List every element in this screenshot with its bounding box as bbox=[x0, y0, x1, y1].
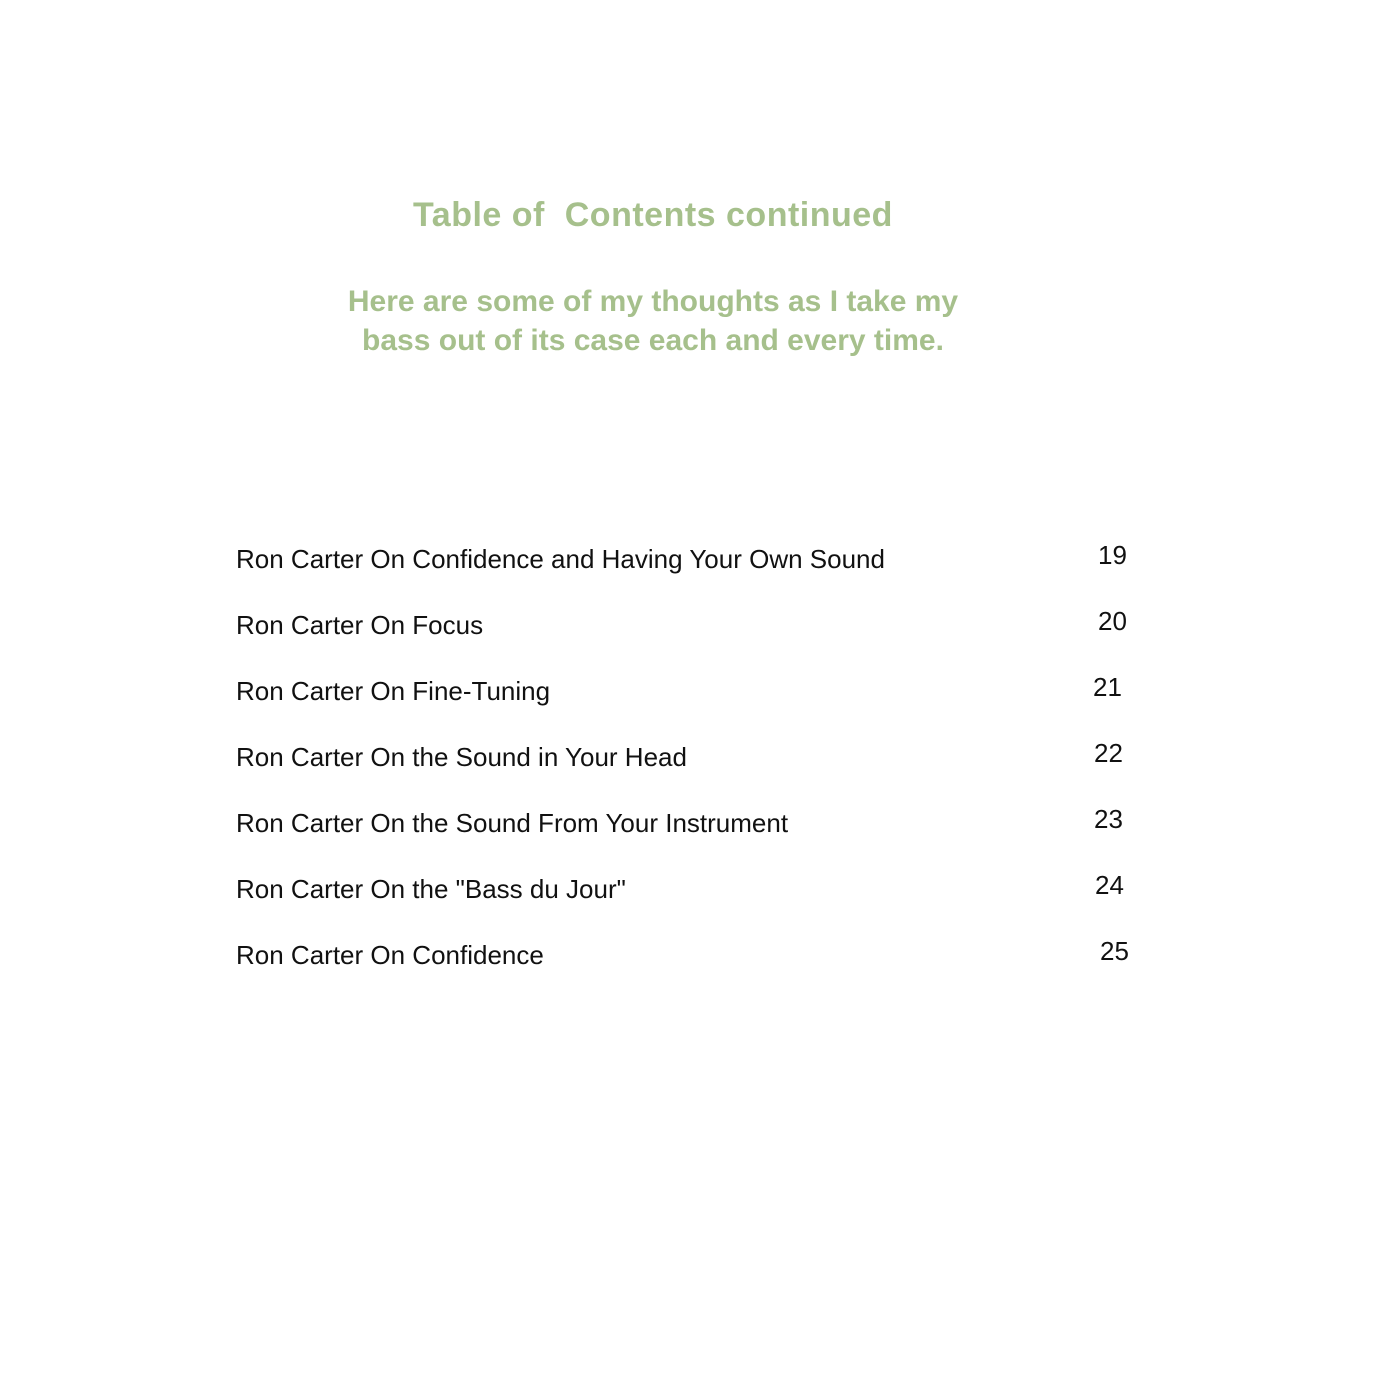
toc-entry bbox=[236, 738, 1156, 782]
toc-entry-page: 21 bbox=[1093, 672, 1122, 702]
toc-entry bbox=[236, 804, 1156, 848]
subtitle-line-1: Here are some of my thoughts as I take my bbox=[347, 285, 959, 318]
toc-entry-title: Ron Carter On the Sound From Your Instrument bbox=[236, 808, 789, 838]
toc-entry-page: 22 bbox=[1094, 738, 1123, 768]
toc-entry-title: Ron Carter On the Sound in Your Head bbox=[236, 742, 687, 772]
toc-entry-page: 23 bbox=[1094, 804, 1123, 834]
toc-entry-page: 25 bbox=[1100, 936, 1129, 966]
toc-entry bbox=[236, 936, 1156, 980]
toc-entry-title: Ron Carter On Confidence and Having Your Own Sound bbox=[236, 544, 885, 574]
toc-entry-title: Ron Carter On Confidence bbox=[236, 940, 544, 970]
toc-entry bbox=[236, 606, 1156, 650]
toc-entry-page: 24 bbox=[1095, 870, 1124, 900]
toc-entry-title: Ron Carter On Focus bbox=[236, 610, 484, 640]
toc-entry-title: Ron Carter On the "Bass du Jour" bbox=[236, 874, 626, 904]
toc-entry-page: 20 bbox=[1098, 606, 1127, 636]
toc-entry bbox=[236, 672, 1156, 716]
subtitle-line-2: bass out of its case each and every time. bbox=[362, 324, 944, 357]
toc-entry bbox=[236, 540, 1156, 584]
toc-entry-title: Ron Carter On Fine-Tuning bbox=[236, 676, 551, 706]
toc-entry-page: 19 bbox=[1098, 540, 1127, 570]
toc-entry bbox=[236, 870, 1156, 914]
page-title: Table of Contents continued bbox=[413, 196, 893, 234]
